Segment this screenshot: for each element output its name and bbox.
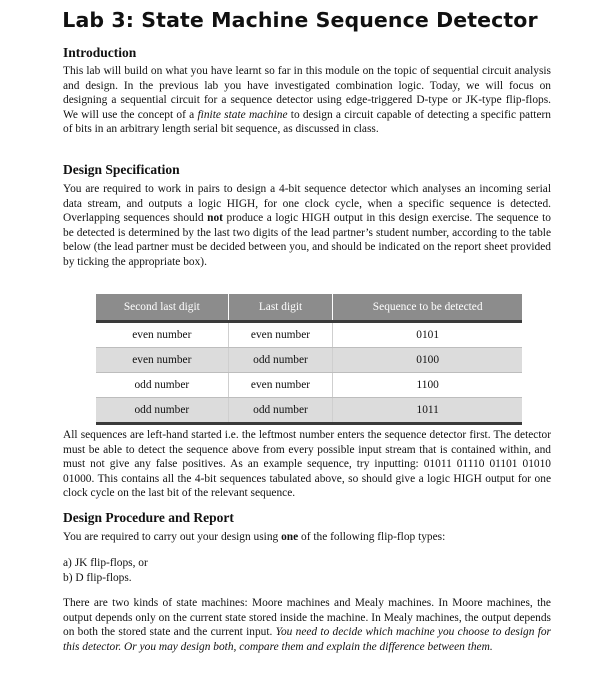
design-spec-heading: Design Specification xyxy=(63,162,180,177)
table-cell: 0101 xyxy=(333,322,522,348)
table-row xyxy=(96,398,522,424)
table-header-sequence: Sequence to be detected xyxy=(333,294,522,322)
procedure-text-2: There are two kinds of state machines: Moore machines and Mealy machines. In Moore machines, the output depends only on the current state stored inside the machine. In Mealy machines, the output depends on both the stored state and the current input. xyxy=(63,597,551,638)
design-spec-text: You are required to work in pairs to design a 4-bit sequence detector which analyses an incoming serial data stream, and outputs a logic HIGH, for one clock cycle, when a specific sequence is detected. Overlapping sequences should xyxy=(63,183,551,224)
introduction-text: This lab will build on what you have learnt so far in this module on the topic of sequential circuit analysis and design. In the previous lab you have investigated combination logic. Today, we will focus on designing a sequential circuit for a sequence detector using edge-triggered D-type or JK-type flip-flops. We will use the concept of a xyxy=(63,65,551,121)
table-row xyxy=(96,322,522,348)
design-spec-paragraph xyxy=(63,182,551,269)
table-cell: even number xyxy=(96,348,228,373)
table-cell: odd number xyxy=(96,398,228,424)
table-header-second-last-digit: Second last digit xyxy=(96,294,228,322)
design-spec-bold-word: not xyxy=(207,212,223,224)
design-spec-paragraph-2: All sequences are left-hand started i.e. the leftmost number enters the sequence detector first. The detector must be able to detect the sequence above from every possible input stream that is contained within, and must not give any false positives. As an example sequence, try inputting: 01011 01110 01101 01010 01000. This contains all the 4-bit sequences tabulated above, so should give a logic HIGH output for one clock cycle on the last bit of the relevant sequence. xyxy=(63,429,551,499)
table-cell: odd number xyxy=(228,398,333,424)
table-cell: even number xyxy=(96,322,228,348)
introduction-heading: Introduction xyxy=(63,45,137,60)
table-cell: even number xyxy=(228,322,333,348)
table-cell: 1100 xyxy=(333,373,522,398)
introduction-text-end: to design a circuit capable of detecting a specific pattern of bits in an arbitrary length serial bit sequence, as discussed in class. xyxy=(63,108,551,135)
procedure-italic-text: You need to decide which machine you choose to design for this detector. Or you may design both, compare them and explain the difference between them. xyxy=(63,626,551,653)
table-cell: 1011 xyxy=(333,398,522,424)
table-cell: even number xyxy=(228,373,333,398)
introduction-paragraph xyxy=(63,64,551,137)
procedure-text-end: of the following flip-flop types: xyxy=(298,531,446,543)
table-cell: odd number xyxy=(228,348,333,373)
procedure-heading: Design Procedure and Report xyxy=(63,510,234,525)
procedure-paragraph xyxy=(63,530,551,545)
table-row xyxy=(96,373,522,398)
list-item: b) D flip-flops. xyxy=(63,571,132,584)
introduction-italic-term: finite state machine xyxy=(197,108,288,121)
flip-flop-list xyxy=(63,556,148,585)
design-spec-text-end: produce a logic HIGH output in this design exercise. The sequence to be detected is determined by the last two digits of the lead partner’s student number, according to the table below (the lead partner must be decided between you, and should be indicated on the report sheet provided by ticking the appropriate box). xyxy=(63,212,551,268)
procedure-bold-word: one xyxy=(281,531,299,543)
table-row xyxy=(96,348,522,373)
procedure-text: You are required to carry out your design using xyxy=(63,531,282,543)
page-title: Lab 3: State Machine Sequence Detector xyxy=(62,8,538,32)
table-header-row xyxy=(96,294,522,322)
list-item: a) JK flip-flops, or xyxy=(63,557,148,569)
sequence-table xyxy=(96,294,522,425)
table-cell: odd number xyxy=(96,373,228,398)
table-cell: 0100 xyxy=(333,348,522,373)
procedure-paragraph-2 xyxy=(63,596,551,654)
table-header-last-digit: Last digit xyxy=(228,294,333,322)
